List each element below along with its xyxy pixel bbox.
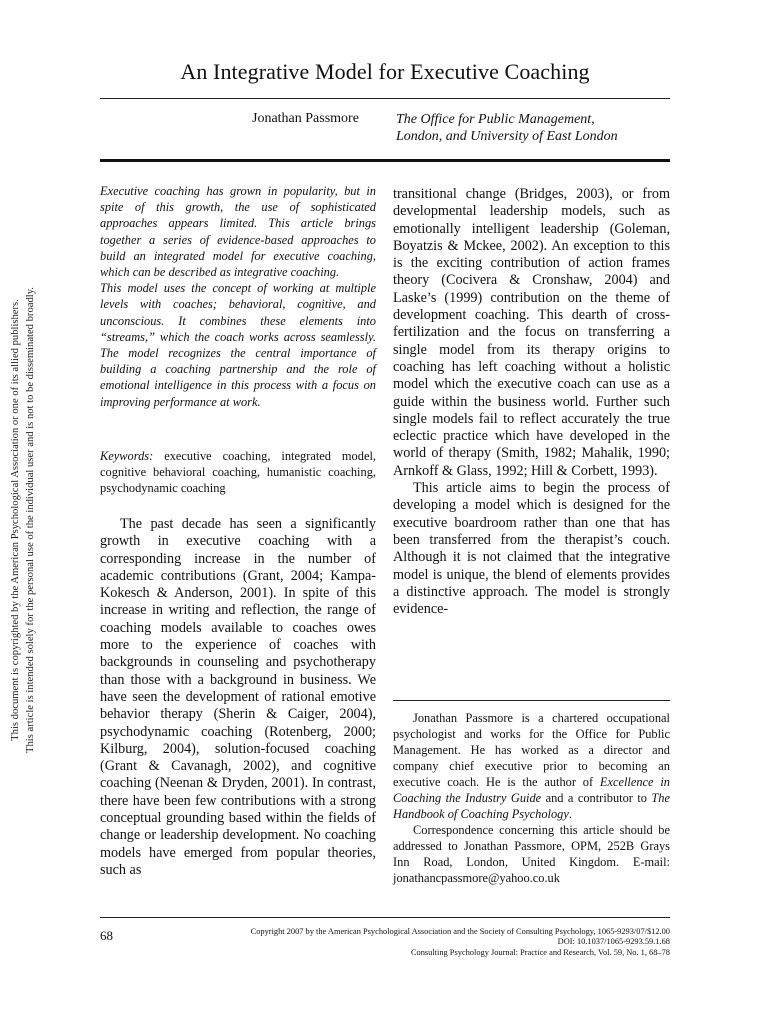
side-notice-line-1: This document is copyrighted by the American Psychological Association or one of its allied publishers.	[10, 299, 21, 741]
doi-line: DOI: 10.1037/1065-9293.59.1.68	[557, 937, 670, 947]
body-paragraph-2: transitional change (Bridges, 2003), or from developmental leadership models, such as emotionally intelligent leadership (Goleman, Boyatzis & Mckee, 2002). An exception to this is the exciting contribution of action frames theory (Cocivera & Cronshaw, 2004) and Laske’s (1999) contribution on the theme of development coaching. This dearth of cross-fertilization and the focus on transferring a single model from its therapy origins to coaching has left coaching without a holistic model which the executive coach can use as a guide within the business world. Further such single models fail to reflect accurately the true eclectic practice which have developed in the world of therapy (Smith, 1982; Mahalik, 1990; Arnkoff & Glass, 1992; Hill & Corbett, 1993).	[393, 186, 670, 479]
header-divider	[100, 159, 670, 162]
correspondence-note: Correspondence concerning this article should be addressed to Jonathan Passmore, OPM, 252B Grays Inn Road, London, United Kingdom. E-mail: jonathancpassmore@yahoo.co.uk	[393, 823, 670, 885]
book-title-2: The Handbook of Coaching Psychology	[393, 791, 670, 821]
abstract-paragraph-1: Executive coaching has grown in popularity, but in spite of this growth, the use of sophisticated approaches appears limited. This article brings together a series of evidence-based approaches to build an integrated model for executive coaching, which can be described as integrative coaching.	[100, 184, 376, 280]
footnote-divider	[393, 700, 670, 701]
page-number: 68	[100, 928, 113, 943]
keywords-label: Keywords:	[100, 449, 154, 463]
author-name: Jonathan Passmore	[252, 111, 359, 126]
journal-line: Consulting Psychology Journal: Practice and Research, Vol. 59, No. 1, 68–78	[410, 947, 670, 957]
abstract	[100, 183, 376, 410]
bio-text-a: Jonathan Passmore is a chartered occupational psychologist and works for the Office for Public Management. He has worked as a director and company chief executive prior to becoming an executive coach. He is the author of	[393, 711, 670, 789]
footer-divider	[100, 917, 670, 918]
bio-text-b: and a contributor to	[541, 791, 652, 805]
abstract-paragraph-2: This model uses the concept of working at multiple levels with coaches; behavioral, cognitive, and unconscious. It combines these elements into “streams,” which the coach works across seamlessly. The model recognizes the central importance of building a coaching partnership and the role of emotional intelligence in this process with a focus on improving performance at work.	[100, 281, 376, 409]
copyright-side-notice	[8, 180, 52, 860]
affiliation-line-1: The Office for Public Management,	[396, 112, 595, 127]
book-title-1: Excellence in Coaching the Industry Guide	[393, 775, 670, 805]
article-title: An Integrative Model for Executive Coaching	[180, 59, 590, 84]
author-bio	[393, 710, 670, 822]
author-footnote	[393, 710, 670, 886]
body-column-left	[100, 516, 376, 879]
copyright-line: Copyright 2007 by the American Psychological Association and the Society of Consulting Psychology, 1065-9293/07/$12.00	[250, 927, 670, 936]
affiliation-line-2: London, and University of East London	[396, 129, 618, 144]
keywords-text: executive coaching, integrated model, cognitive behavioral coaching, humanistic coaching, psychodynamic coaching	[100, 449, 376, 496]
keywords	[100, 448, 376, 497]
author-affiliation	[396, 111, 618, 145]
body-column-right	[393, 186, 670, 618]
side-notice-line-2: This article is intended solely for the personal use of the individual user and is not to be disseminated broadly.	[25, 287, 36, 753]
copyright-block	[150, 927, 670, 958]
title-divider	[100, 98, 670, 99]
body-paragraph-1: The past decade has seen a significantly growth in executive coaching with a corresponding increase in the number of academic contributions (Grant, 2004; Kampa-Kokesch & Anderson, 2001). In spite of this increase in writing and reflection, the range of coaching models available to coaches owes more to the experience of coaches with backgrounds in counseling and psychotherapy than those with a background in business. We have seen the development of rational emotive behavior therapy (Sherin & Caiger, 2004), psychodynamic coaching (Rotenberg, 2000; Kilburg, 2004), solution-focused coaching (Grant & Cavanagh, 2002), and cognitive coaching (Neenan & Dryden, 2001). In contrast, there have been few contributions with a strong conceptual grounding based within the fields of change or leadership development. No coaching models have emerged from popular theories, such as	[100, 516, 376, 878]
body-paragraph-3: This article aims to begin the process of developing a model which is designed for the executive boardroom rather than one that has been transferred from the therapist’s couch. Although it is not claimed that the integrative model is unique, the blend of elements provides a distinctive approach. The model is strongly evidence-	[393, 480, 670, 618]
bio-text-c: .	[568, 807, 572, 821]
